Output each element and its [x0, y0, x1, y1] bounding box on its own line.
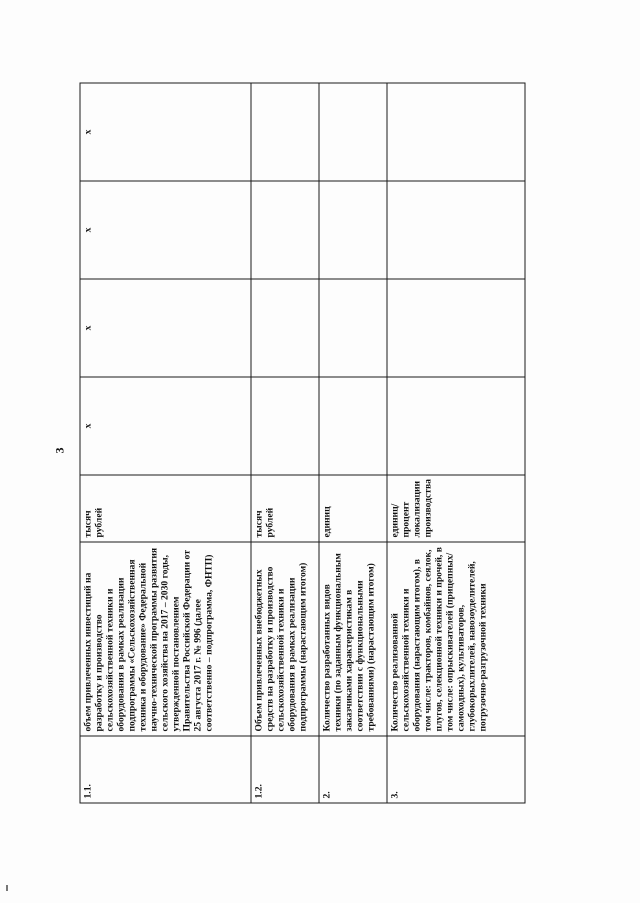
row-number: 2. — [319, 736, 387, 803]
row-number: 1.1. — [80, 736, 251, 803]
value-cell — [251, 181, 319, 279]
value-cell — [387, 279, 525, 377]
scan-edge-mark — [6, 885, 8, 891]
row-number: 3. — [387, 736, 525, 803]
table-row — [251, 83, 319, 803]
unit-of-measure: единиц — [319, 475, 387, 542]
value-cell — [319, 83, 387, 181]
value-cell — [251, 377, 319, 475]
table-row — [80, 83, 251, 803]
table-row — [319, 83, 387, 803]
indicator-name: Объем привлеченных внебюджетных средств на разработку и производство сельскохозяйственной техники и оборудования в рамках реализации подпрограммы (нарастающим итогом) — [251, 542, 319, 736]
value-cell — [387, 377, 525, 475]
indicator-name: объем привлеченных инвестиций на разработку и производство сельскохозяйственной техники и оборудования в рамках реализации подпрограммы «Сельскохозяйственная техника и оборудование» Федеральной научно-технической программы развития сельского хозяйства на 2017 – 2030 годы, утвержденной постановлением Правительства Российской Федерации от 25 августа 2017 г. № 996 (далее соответственно – подпрограмма, ФНТП) — [80, 542, 251, 736]
value-cell — [319, 377, 387, 475]
unit-of-measure: тысяч рублей — [251, 475, 319, 542]
row-number: 1.2. — [251, 736, 319, 803]
unit-of-measure: тысяч рублей — [80, 475, 251, 542]
value-cell — [251, 83, 319, 181]
value-cell: х — [80, 181, 251, 279]
value-cell: х — [80, 377, 251, 475]
table-row — [387, 83, 525, 803]
value-cell: х — [80, 279, 251, 377]
indicator-name: Количество реализованной сельскохозяйственной техники и оборудования (нарастающим итогом), в том числе: тракторов, комбайнов, сеялок, плугов, селекционной техники и прочей, в том числе: опрыскивателей (прицепных/самоходных), культиваторов, глубокорыхлителей, навозоуделителей, погрузочно-разгрузочной техники — [387, 542, 525, 736]
indicator-name: Количество разработанных видов техники (по заданным функциональным заказчиками характеристикам в соответствии с функциональными требованиями) (нарастающим итогом) — [319, 542, 387, 736]
value-cell — [387, 83, 525, 181]
value-cell — [319, 181, 387, 279]
rotated-table-container — [80, 84, 525, 804]
value-cell — [251, 279, 319, 377]
value-cell — [387, 181, 525, 279]
unit-of-measure: единиц/ процент локализации производства — [387, 475, 525, 542]
page-number: 3 — [52, 447, 67, 454]
value-cell — [319, 279, 387, 377]
indicators-table — [80, 83, 526, 804]
value-cell: х — [80, 83, 251, 181]
